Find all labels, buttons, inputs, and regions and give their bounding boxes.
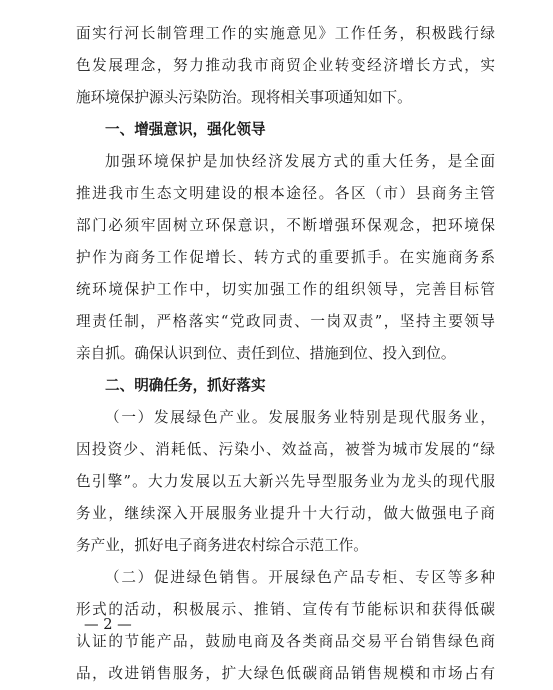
text-line: 形式的活动，积极展示、推销、宣传有节能标识和获得低碳 xyxy=(76,601,495,618)
document-body xyxy=(76,18,495,690)
text-line: 理责任制，严格落实“党政同责、一岗双责”，坚持主要领导 xyxy=(76,313,495,330)
text-line: 因投资少、消耗低、污染小、效益高，被誉为城市发展的“绿 xyxy=(76,441,495,458)
text-line: 色发展理念，努力推动我市商贸企业转变经济增长方式，实 xyxy=(76,57,495,74)
text-line: 亲自抓。确保认识到位、责任到位、措施到位、投入到位。 xyxy=(76,345,456,362)
text-line: 品，改进销售服务，扩大绿色低碳商品销售规模和市场占有 xyxy=(76,665,495,682)
text-line: 认证的节能产品，鼓励电商及各类商品交易平台销售绿色商 xyxy=(76,633,495,650)
text-line: 推进我市生态文明建设的根本途径。各区（市）县商务主管 xyxy=(76,185,495,202)
text-line: 面实行河长制管理工作的实施意见》工作任务，积极践行绿 xyxy=(76,25,495,42)
section-heading: 一、增强意识，强化领导 xyxy=(105,121,266,138)
text-line: 色引擎”。大力发展以五大新兴先导型服务业为龙头的现代服 xyxy=(76,473,495,490)
text-line: 统环境保护工作中，切实加强工作的组织领导，完善目标管 xyxy=(76,281,495,298)
page-number: — 2 — xyxy=(84,616,132,633)
text-line: 务业，继续深入开展服务业提升十大行动，做大做强电子商 xyxy=(76,505,495,522)
text-line: 护作为商务工作促增长、转方式的重要抓手。在实施商务系 xyxy=(76,249,495,266)
text-line: 施环境保护源头污染防治。现将相关事项通知如下。 xyxy=(76,89,412,106)
text-line: 部门必须牢固树立环保意识，不断增强环保观念，把环境保 xyxy=(76,217,495,234)
text-line: （一）发展绿色产业。发展服务业特别是现代服务业， xyxy=(105,409,495,426)
section-heading: 二、明确任务，抓好落实 xyxy=(105,377,266,394)
text-line: （二）促进绿色销售。开展绿色产品专柜、专区等多种 xyxy=(105,569,495,586)
text-line: 加强环境保护是加快经济发展方式的重大任务，是全面 xyxy=(105,153,495,170)
text-line: 务产业，抓好电子商务进农村综合示范工作。 xyxy=(76,537,368,554)
